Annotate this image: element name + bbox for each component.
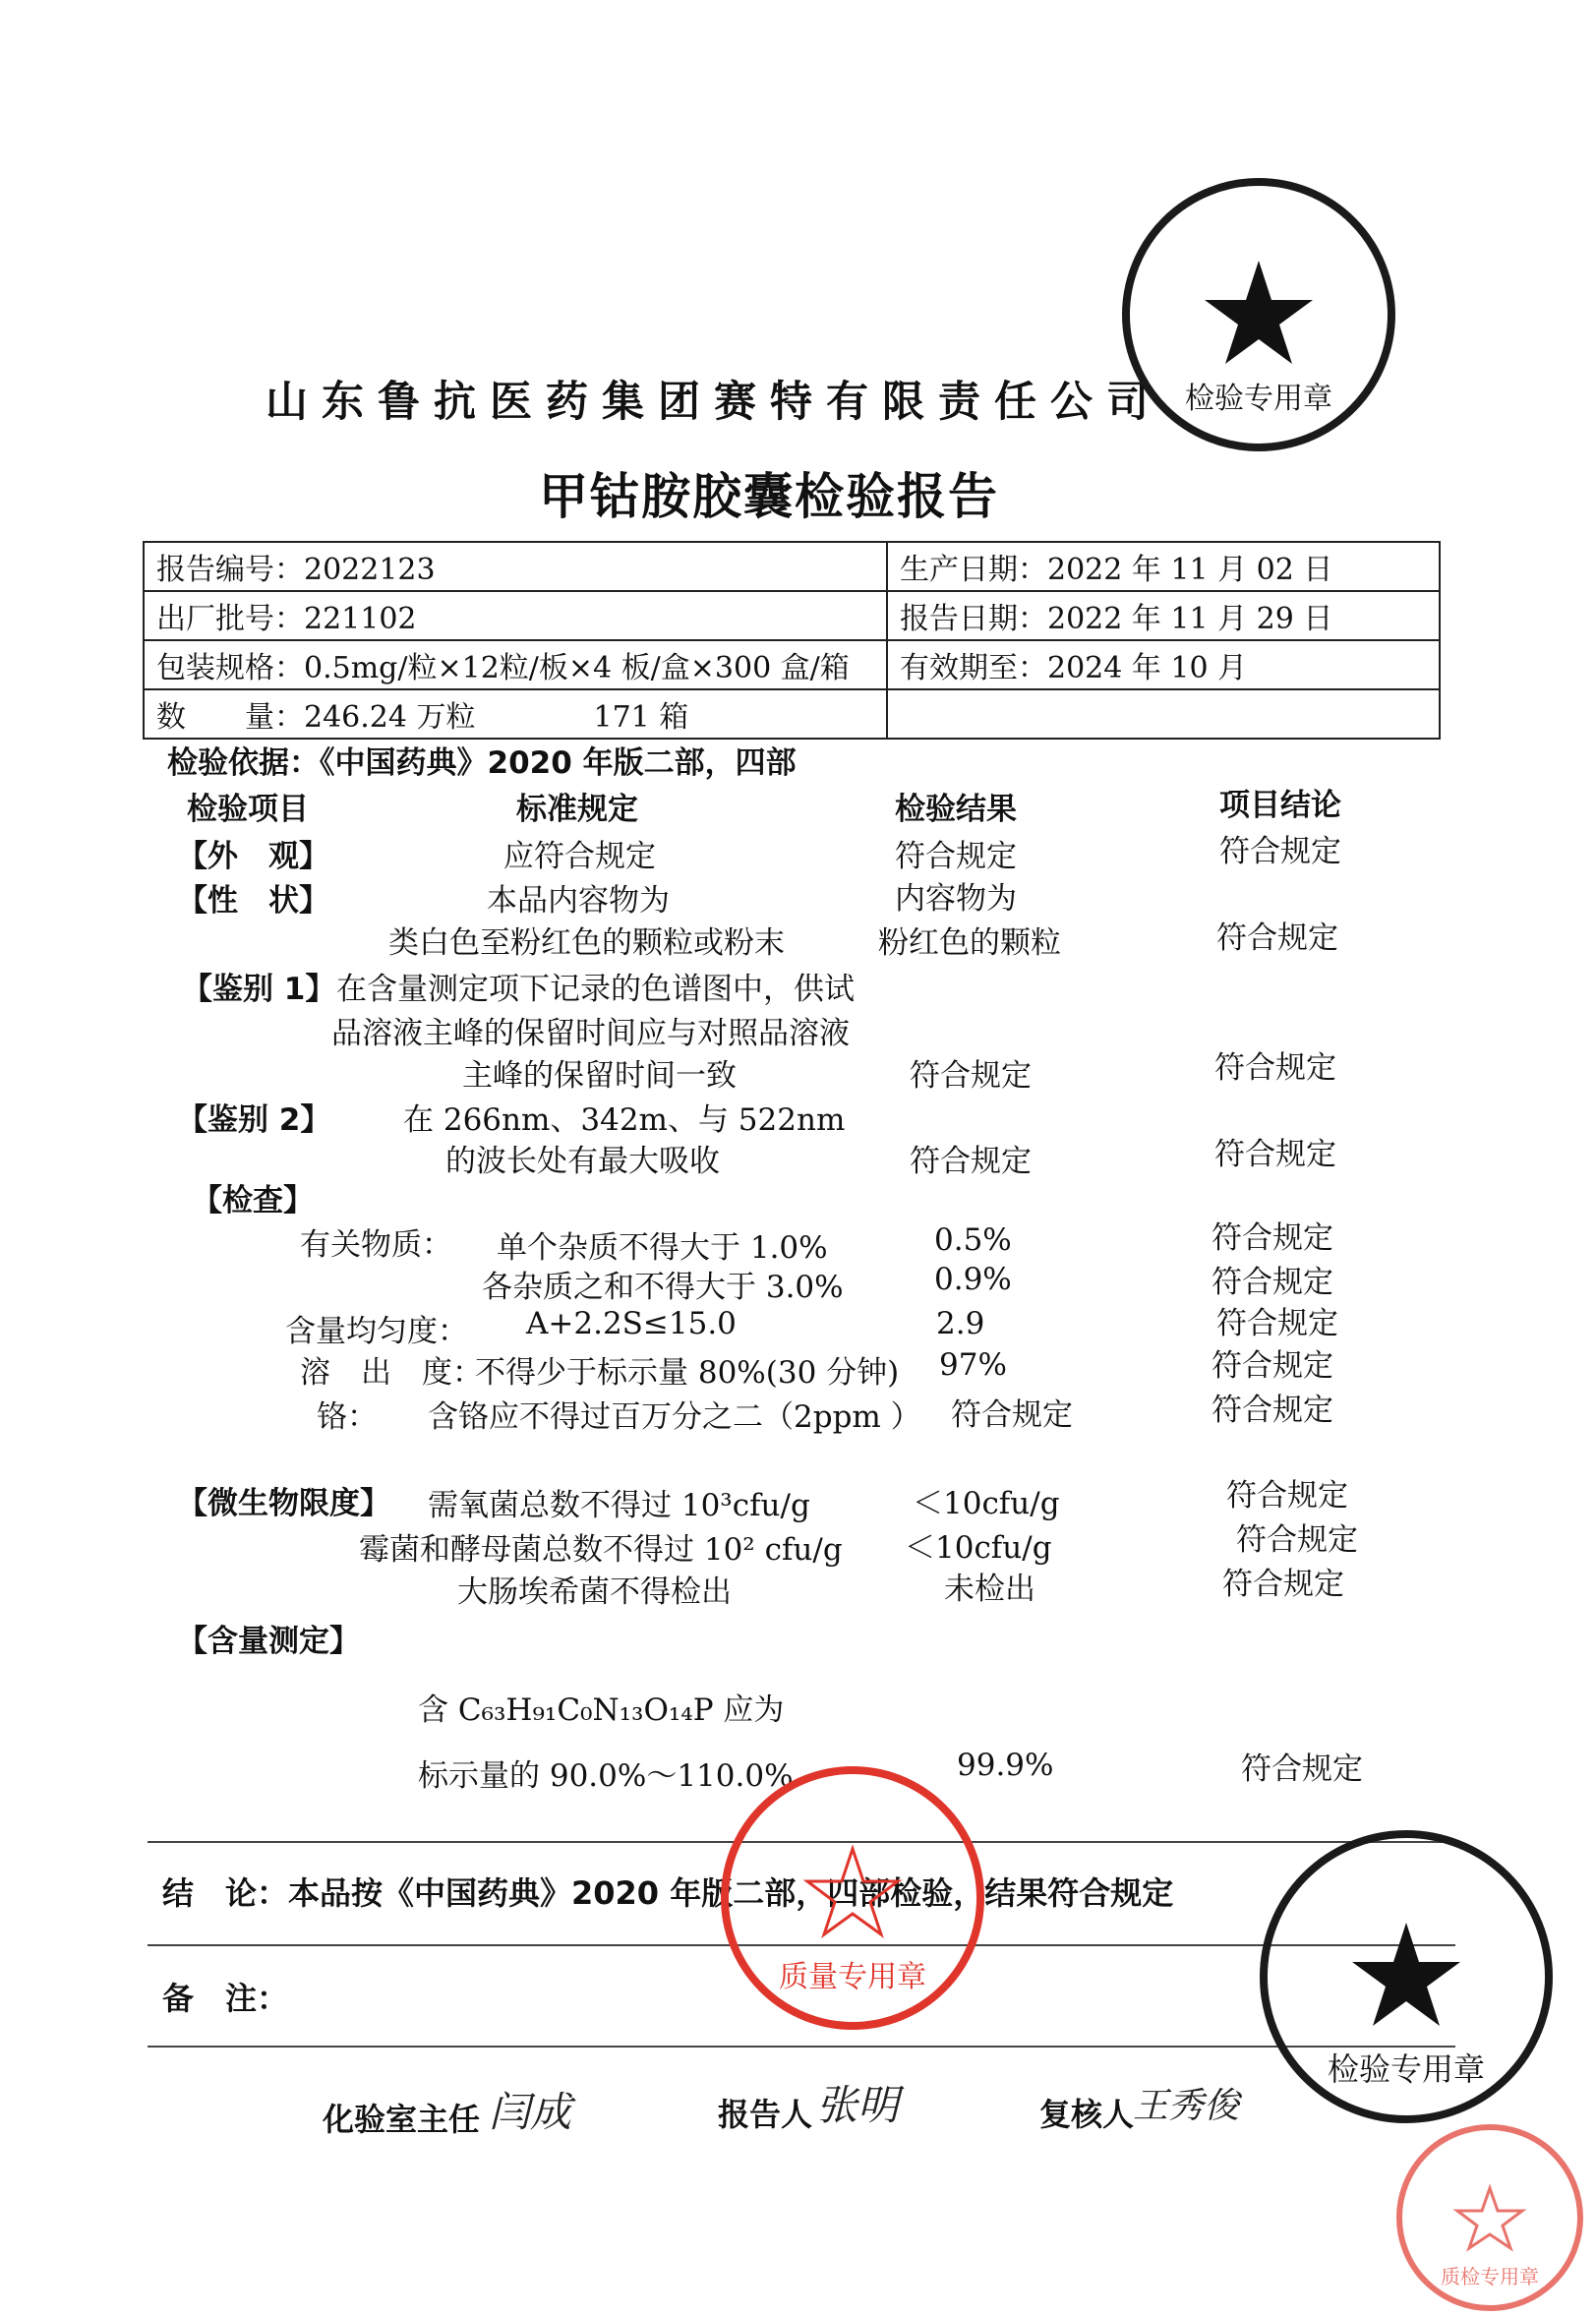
empty-cell <box>887 689 1440 739</box>
item-identification-1: 【鉴别 1】 <box>182 972 336 1007</box>
inspection-seal-top <box>1111 167 1406 462</box>
svg-text:检验专用章: 检验专用章 <box>1185 382 1332 416</box>
result-dissolution: 97% <box>939 1347 1007 1383</box>
report-date: 报告日期：2022 年 11 月 29 日 <box>887 591 1440 640</box>
standard-ecoli: 大肠埃希菌不得检出 <box>457 1574 732 1610</box>
standard-identification-2b: 的波长处有最大吸收 <box>445 1144 720 1179</box>
item-character: 【性 状】 <box>177 883 329 919</box>
result-ecoli: 未检出 <box>944 1572 1035 1607</box>
conclusion-chromium: 符合规定 <box>1212 1393 1333 1428</box>
standard-total-impurity: 各杂质之和不得大于 3.0% <box>482 1270 844 1305</box>
inspection-header: 【检查】 <box>192 1183 314 1218</box>
reviewer-signature: 王秀俊 <box>1133 2086 1240 2126</box>
result-identification-1: 符合规定 <box>910 1058 1032 1094</box>
standard-identification-1b: 品溶液主峰的保留时间应与对照品溶液 <box>331 1016 850 1051</box>
conclusion-identification-1: 符合规定 <box>1214 1050 1336 1086</box>
result-total-impurity: 0.9% <box>934 1262 1012 1297</box>
col-header-result: 检验结果 <box>895 792 1017 827</box>
conclusion-assay: 符合规定 <box>1241 1752 1363 1787</box>
standard-uniformity: A+2.2S≤15.0 <box>526 1306 737 1341</box>
conclusion-aerobic: 符合规定 <box>1226 1478 1348 1514</box>
remarks: 备 注： <box>162 1980 289 2017</box>
result-character-1: 内容物为 <box>895 881 1017 917</box>
item-dissolution: 溶 出 度： <box>300 1355 483 1391</box>
col-header-conclusion: 项目结论 <box>1219 788 1341 823</box>
result-character-2: 粉红色的颗粒 <box>878 925 1061 961</box>
report-number: 报告编号：2022123 <box>144 542 887 591</box>
inspection-seal-bottom <box>1249 1819 1564 2134</box>
microbe-header: 【微生物限度】 <box>177 1486 390 1521</box>
result-appearance: 符合规定 <box>895 839 1017 874</box>
conclusion-single-impurity: 符合规定 <box>1212 1220 1333 1256</box>
conclusion-appearance: 符合规定 <box>1219 834 1341 869</box>
assay-header: 【含量测定】 <box>177 1624 360 1659</box>
standard-appearance: 应符合规定 <box>503 839 656 874</box>
conclusion-character: 符合规定 <box>1216 920 1338 956</box>
conclusion-total-impurity: 符合规定 <box>1212 1265 1333 1300</box>
result-uniformity: 2.9 <box>936 1306 985 1341</box>
lab-director-label: 化验室主任 <box>323 2101 481 2138</box>
item-appearance: 【外 观】 <box>177 839 329 874</box>
package-spec: 包装规格：0.5mg/粒×12粒/板×4 板/盒×300 盒/箱 <box>144 640 887 689</box>
standard-mold-yeast: 霉菌和酵母菌总数不得过 10² cfu/g <box>359 1532 843 1568</box>
report-info-table <box>143 541 1441 740</box>
company-name: 山东鲁抗医药集团赛特有限责任公司 <box>266 378 1162 427</box>
inspection-seal-red-corner <box>1387 2114 1588 2311</box>
conclusion-identification-2: 符合规定 <box>1214 1137 1336 1172</box>
conclusion-mold-yeast: 符合规定 <box>1236 1522 1358 1558</box>
item-identification-2: 【鉴别 2】 <box>177 1102 331 1138</box>
result-aerobic: ＜10cfu/g <box>913 1486 1060 1521</box>
related-substances-label: 有关物质： <box>300 1227 452 1263</box>
reporter-label: 报告人 <box>718 2096 813 2133</box>
lab-director-signature: 闫成 <box>489 2088 572 2136</box>
production-date: 生产日期：2022 年 11 月 02 日 <box>887 542 1440 591</box>
quality-seal-red <box>710 1755 995 2041</box>
conclusion-dissolution: 符合规定 <box>1212 1348 1333 1384</box>
standard-character-1: 本品内容物为 <box>487 883 670 919</box>
expiry-date: 有效期至：2024 年 10 月 <box>887 640 1440 689</box>
info-row <box>144 689 1440 739</box>
svg-text:质量专用章: 质量专用章 <box>779 1960 926 1994</box>
standard-aerobic: 需氧菌总数不得过 10³cfu/g <box>428 1488 810 1523</box>
info-row <box>144 591 1440 640</box>
quantity: 数 量：246.24 万粒 171 箱 <box>144 689 887 739</box>
result-single-impurity: 0.5% <box>934 1222 1012 1258</box>
final-conclusion: 结 论：本品按《中国药典》2020 年版二部，四部检验，结果符合规定 <box>162 1874 1174 1912</box>
standard-identification-2a: 在 266nm、342m、与 522nm <box>403 1102 846 1138</box>
col-header-standard: 标准规定 <box>516 792 638 827</box>
result-assay: 99.9% <box>957 1748 1054 1783</box>
result-identification-2: 符合规定 <box>910 1144 1032 1179</box>
reviewer-label: 复核人 <box>1039 2096 1135 2133</box>
batch-number: 出厂批号：221102 <box>144 591 887 640</box>
svg-text:检验专用章: 检验专用章 <box>1327 2050 1486 2088</box>
standard-assay-1: 含 C₆₃H₉₁C₀N₁₃O₁₄P 应为 <box>418 1692 785 1728</box>
standard-identification-1c: 主峰的保留时间一致 <box>462 1058 737 1094</box>
item-chromium: 铬： <box>317 1399 378 1435</box>
standard-single-impurity: 单个杂质不得大于 1.0% <box>497 1230 828 1266</box>
standard-identification-1a: 在含量测定项下记录的色谱图中，供试 <box>336 972 855 1007</box>
info-row <box>144 542 1440 591</box>
svg-text:质检专用章: 质检专用章 <box>1441 2265 1539 2288</box>
col-header-item: 检验项目 <box>187 792 309 827</box>
report-title: 甲钴胺胶囊检验报告 <box>539 468 999 525</box>
result-chromium: 符合规定 <box>951 1397 1073 1433</box>
conclusion-uniformity: 符合规定 <box>1216 1306 1338 1341</box>
standard-dissolution: 不得少于标示量 80%(30 分钟) <box>475 1355 900 1391</box>
standard-assay-2: 标示量的 90.0%～110.0% <box>418 1758 794 1794</box>
info-row <box>144 640 1440 689</box>
inspection-basis: 检验依据：《中国药典》2020 年版二部，四部 <box>167 745 797 781</box>
conclusion-ecoli: 符合规定 <box>1222 1567 1344 1602</box>
reporter-signature: 张明 <box>816 2081 900 2129</box>
item-uniformity: 含量均匀度： <box>285 1314 468 1349</box>
standard-character-2: 类白色至粉红色的颗粒或粉末 <box>388 925 785 961</box>
result-mold-yeast: ＜10cfu/g <box>905 1530 1052 1566</box>
standard-chromium: 含铬应不得过百万分之二（2ppm ） <box>428 1399 921 1435</box>
